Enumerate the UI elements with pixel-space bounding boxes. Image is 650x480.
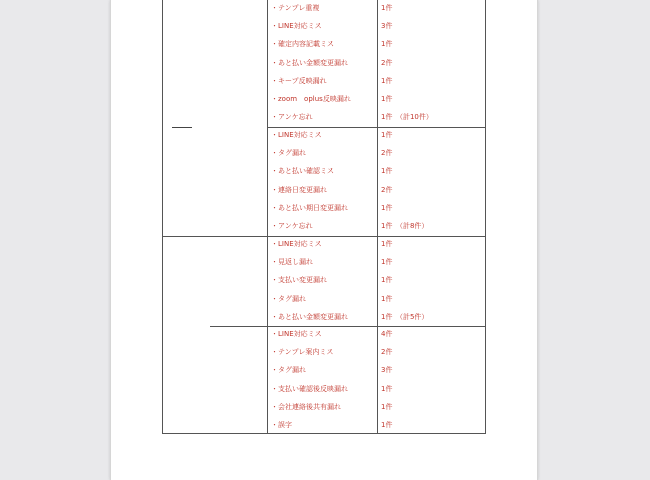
error-count: 1件 [381, 402, 393, 411]
error-table [162, 0, 486, 434]
error-count: 2件 [381, 185, 393, 194]
error-count: 1件 [381, 40, 393, 49]
table-border-left [162, 0, 163, 434]
error-item-label: ・誤字 [271, 421, 292, 429]
error-item-label: ・あと払い期日変更漏れ [271, 203, 348, 212]
error-item-label: ・タグ漏れ [271, 149, 306, 158]
error-count: 3件 [381, 22, 393, 31]
error-item-label: ・zoom oplus反映漏れ [271, 95, 351, 103]
page-edge-left [110, 0, 111, 480]
error-count: 1件 [381, 294, 393, 303]
error-item-label: ・LINE対応ミス [271, 240, 322, 248]
error-item-label: ・あと払い確認ミス [271, 167, 334, 176]
error-count: 1件 [381, 421, 393, 429]
error-item-label: ・テンプレ重複 [271, 4, 320, 12]
error-count: 1件 [381, 203, 393, 212]
table-border-right [485, 0, 486, 434]
error-count: 1件 （計10件） [381, 113, 433, 122]
error-item-label: ・LINE対応ミス [271, 330, 322, 338]
error-count: 1件 [381, 4, 393, 12]
error-count: 2件 [381, 348, 393, 357]
error-count: 1件 [381, 276, 393, 285]
error-item-label: ・あと払い金額変更漏れ [271, 58, 348, 67]
error-count: 1件 [381, 131, 393, 139]
error-item-label: ・タグ漏れ [271, 366, 306, 375]
error-item-label: ・キープ反映漏れ [271, 76, 327, 85]
error-count: 1件 [381, 76, 393, 85]
error-item-label: ・アンケ忘れ [271, 113, 313, 122]
error-item-label: ・支払い確認後反映漏れ [271, 384, 348, 393]
error-count: 4件 [381, 330, 393, 338]
cell-mark [172, 127, 192, 128]
error-item-label: ・テンプレ案内ミス [271, 348, 334, 357]
error-item-label: ・見返し漏れ [271, 258, 313, 267]
error-count: 1件 [381, 384, 393, 393]
error-item-label: ・LINE対応ミス [271, 131, 322, 139]
table-divider-count [377, 0, 378, 434]
error-count: 2件 [381, 58, 393, 67]
error-item-label: ・あと払い金額変更漏れ [271, 312, 348, 321]
error-count: 1件 （計8件） [381, 222, 429, 230]
error-item-label: ・アンケ忘れ [271, 222, 313, 230]
error-count: 1件 （計5件） [381, 312, 429, 321]
group-separator [267, 127, 486, 128]
table-border-bottom [162, 433, 486, 434]
error-item-label: ・タグ漏れ [271, 294, 306, 303]
error-count: 1件 [381, 167, 393, 176]
error-count: 2件 [381, 149, 393, 158]
error-item-label: ・支払い変更漏れ [271, 276, 327, 285]
error-item-label: ・LINE対応ミス [271, 22, 322, 31]
error-item-label: ・会社連絡後共有漏れ [271, 402, 341, 411]
error-count: 1件 [381, 240, 393, 248]
group-separator [210, 326, 486, 327]
error-item-label: ・確定内容記載ミス [271, 40, 334, 49]
page-edge-right [537, 0, 538, 480]
error-count: 1件 [381, 95, 393, 103]
error-count: 1件 [381, 258, 393, 267]
group-separator [162, 236, 486, 237]
table-divider-item [267, 0, 268, 434]
error-count: 3件 [381, 366, 393, 375]
error-item-label: ・連絡日変更漏れ [271, 185, 327, 194]
